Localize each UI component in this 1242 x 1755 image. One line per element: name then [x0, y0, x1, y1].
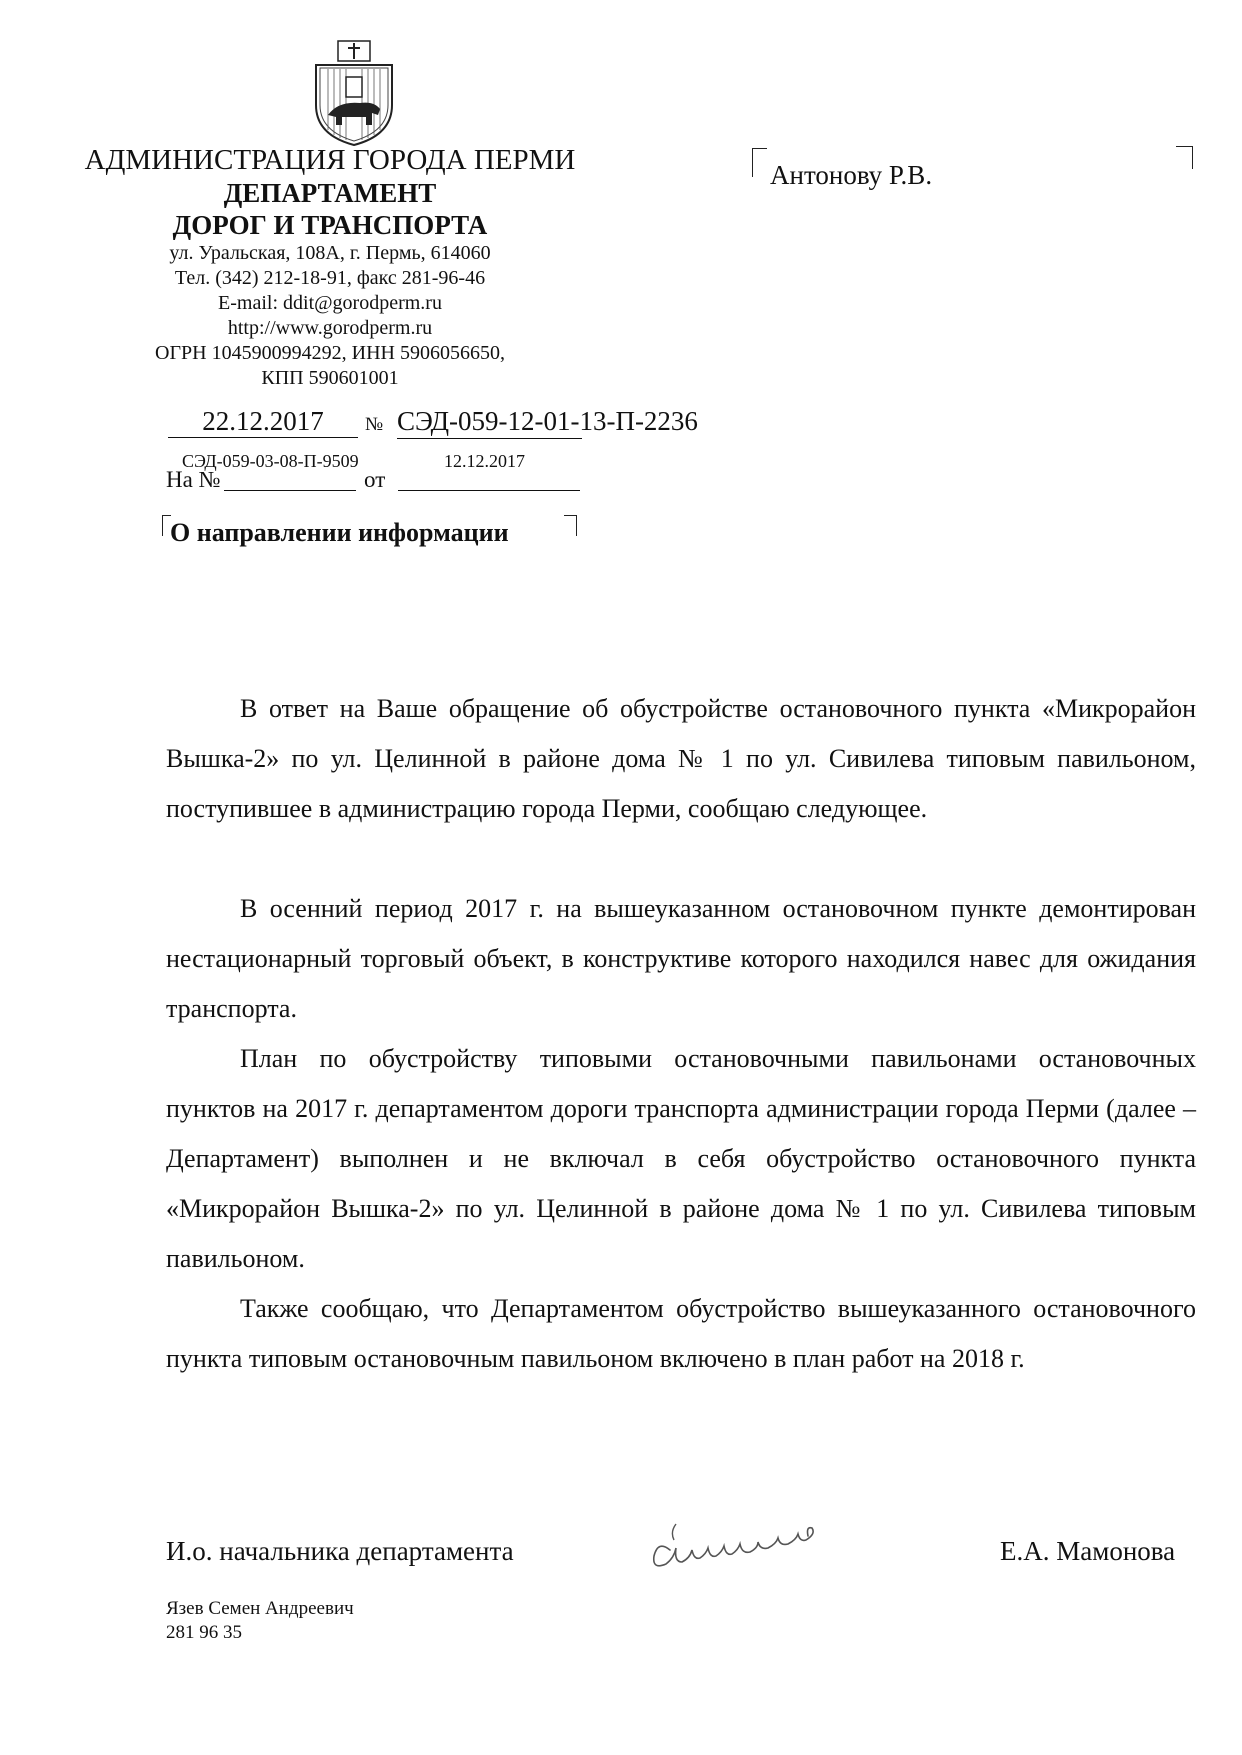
- executor-phone: 281 96 35: [166, 1622, 242, 1643]
- org-website: http://www.gorodperm.ru: [227, 317, 433, 339]
- registration-number-underline: [397, 438, 582, 439]
- org-department-line2: ДОРОГ И ТРАНСПОРТА: [172, 210, 488, 240]
- signatory-position: И.о. начальника департамента: [166, 1536, 514, 1566]
- org-department-line1: ДЕПАРТАМЕНТ: [223, 178, 437, 208]
- letter-subject: О направлении информации: [170, 518, 509, 547]
- reference-label: На №: [166, 467, 221, 492]
- body-paragraph: Также сообщаю, что Департаментом обустройство вышеуказанного остановочного пункта типовым остановочным павильоном включено в план работ на 2018 г.: [166, 1294, 1196, 1373]
- org-kpp: КПП 590601001: [261, 367, 399, 389]
- org-admin-name: АДМИНИСТРАЦИЯ ГОРОДА ПЕРМИ: [84, 144, 576, 176]
- executor-name: Язев Семен Андреевич: [166, 1598, 354, 1619]
- recipient-name: Антонову Р.В.: [770, 160, 933, 190]
- body-paragraph: План по обустройству типовыми остановочными павильонами остановочных пунктов на 2017 г. департаментом дороги транспорта администрации города Перми (далее – Департамент) выполнен и не включал в себя обустройство остановочного пункта «Микрорайон Вышка-2» по ул. Целинной в районе дома № 1 по ул. Сивилева типовым павильоном.: [166, 1044, 1196, 1273]
- subject-corner-right: [564, 515, 577, 536]
- org-email: E-mail: ddit@gorodperm.ru: [218, 292, 442, 314]
- reference-from-label: от: [364, 467, 386, 492]
- recipient-corner-left: [752, 148, 767, 177]
- org-ogrn-inn: ОГРН 1045900994292, ИНН 5906056650,: [155, 342, 505, 364]
- recipient-corner-right: [1176, 146, 1193, 169]
- org-phone-fax: Тел. (342) 212-18-91, факс 281-96-46: [174, 267, 486, 289]
- reference-date: 12.12.2017: [444, 451, 525, 471]
- registration-date: 22.12.2017: [168, 406, 358, 438]
- registration-number: СЭД-059-12-01-13-П-2236: [397, 406, 698, 436]
- signatory-name: Е.А. Мамонова: [1000, 1536, 1176, 1566]
- reference-number-line: [224, 490, 356, 491]
- body-paragraph: В ответ на Ваше обращение об обустройстве остановочного пункта «Микрорайон Вышка-2» по ул. Целинной в районе дома № 1 по ул. Сивилева типовым павильоном, поступившее в администрацию города Перми, сообщаю следующее.: [166, 694, 1196, 823]
- registration-no-label: №: [365, 414, 384, 435]
- reference-date-line: [398, 490, 580, 491]
- body-paragraph: В осенний период 2017 г. на вышеуказанном остановочном пункте демонтирован нестационарный торговый объект, в конструктиве которого находился навес для ожидания транспорта.: [166, 894, 1196, 1023]
- coat-of-arms-icon: [308, 35, 400, 147]
- org-address: ул. Уральская, 108А, г. Пермь, 614060: [169, 242, 491, 264]
- reference-number: СЭД-059-03-08-П-9509: [182, 451, 359, 471]
- handwritten-signature-icon: [640, 1510, 850, 1580]
